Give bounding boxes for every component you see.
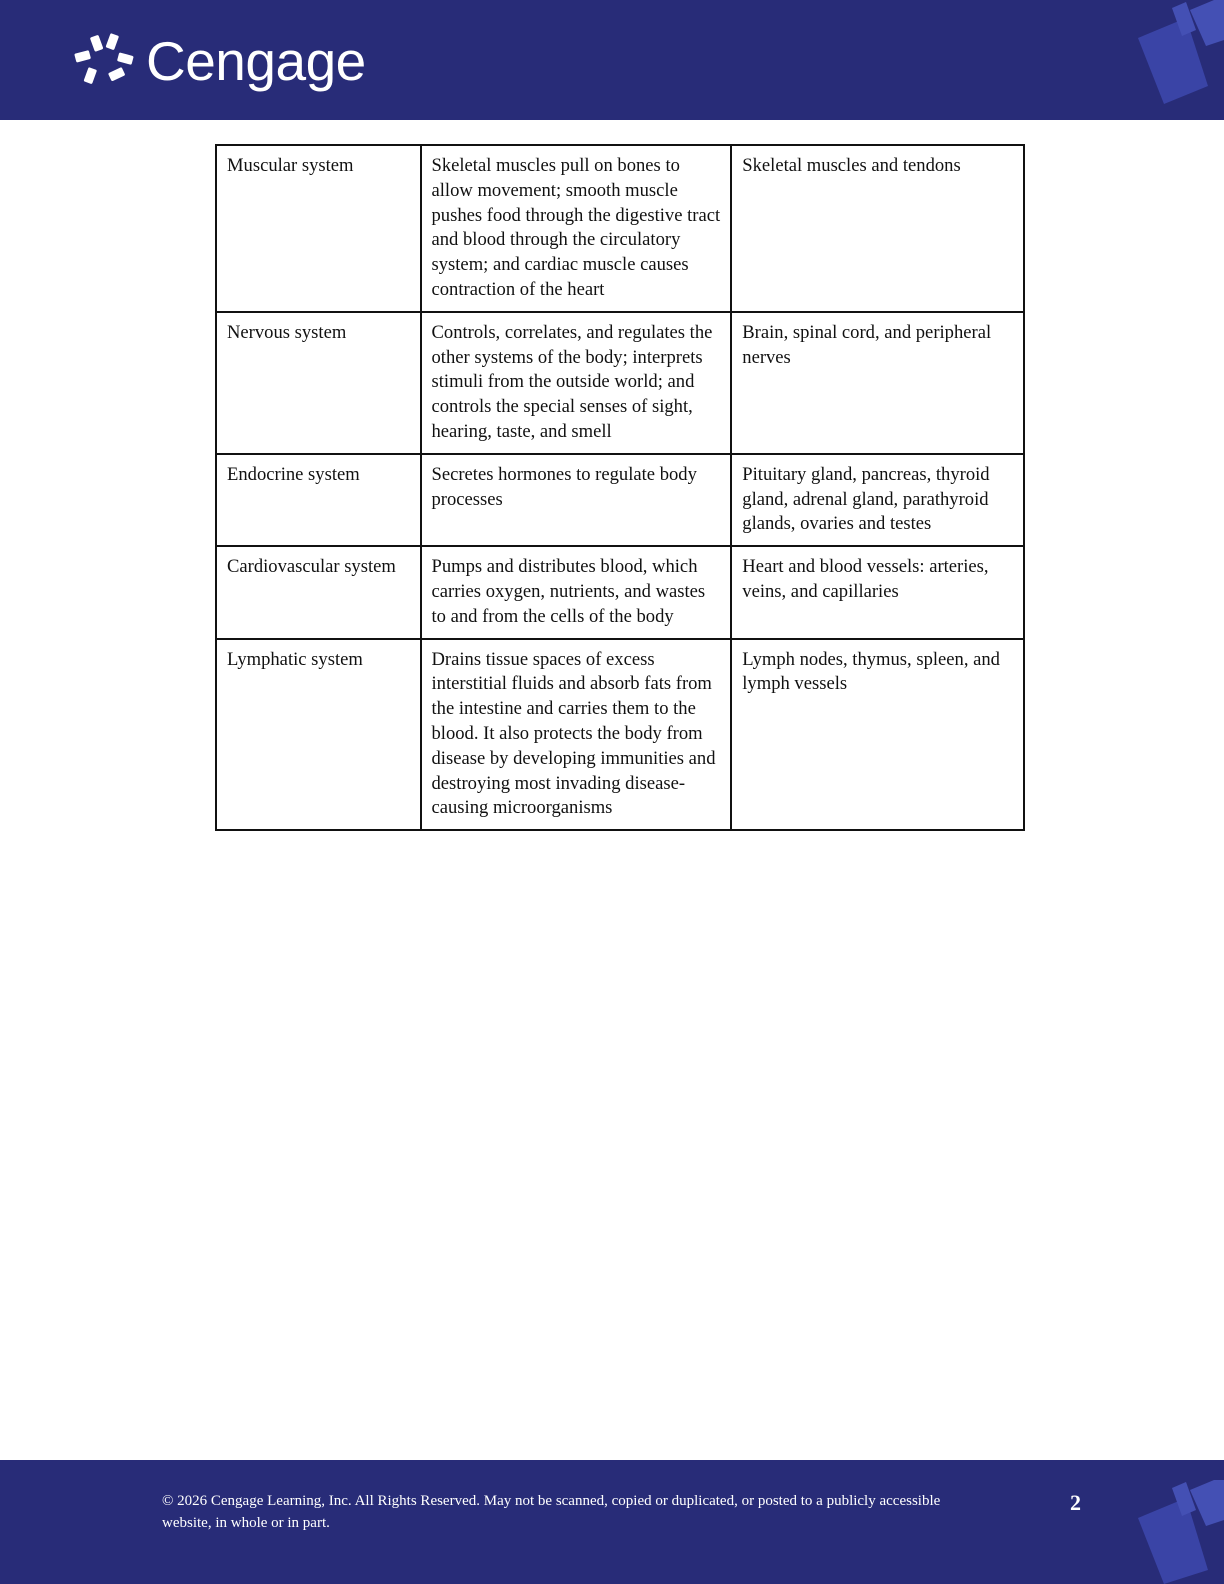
function-cell: Pumps and distributes blood, which carries oxygen, nutrients, and wastes to and from the cells of the body [421, 546, 732, 638]
body-systems-table [215, 144, 1025, 831]
footer-decoration-icon [1134, 1460, 1224, 1584]
organs-cell: Heart and blood vessels: arteries, veins, and capillaries [731, 546, 1024, 638]
table-row [216, 546, 1024, 638]
page-footer [0, 1460, 1224, 1584]
corner-decoration-icon [1134, 0, 1224, 120]
cengage-logo [72, 30, 366, 92]
page-header [0, 0, 1224, 120]
brand-name: Cengage [146, 30, 366, 92]
table-row [216, 145, 1024, 312]
function-cell: Secretes hormones to regulate body processes [421, 454, 732, 546]
function-cell: Drains tissue spaces of excess interstitial fluids and absorb fats from the intestine and carries them to the blood. It also protects the body from disease by developing immunities and destroying most invading disease-causing microorganisms [421, 639, 732, 831]
system-cell: Muscular system [216, 145, 421, 312]
system-cell: Cardiovascular system [216, 546, 421, 638]
table-row [216, 639, 1024, 831]
system-cell: Endocrine system [216, 454, 421, 546]
organs-cell: Pituitary gland, pancreas, thyroid gland, adrenal gland, parathyroid glands, ovaries and testes [731, 454, 1024, 546]
cengage-burst-icon [72, 30, 136, 92]
system-cell: Lymphatic system [216, 639, 421, 831]
function-cell: Skeletal muscles pull on bones to allow movement; smooth muscle pushes food through the digestive tract and blood through the circulatory system; and cardiac muscle causes contraction of the heart [421, 145, 732, 312]
organs-cell: Brain, spinal cord, and peripheral nerves [731, 312, 1024, 454]
function-cell: Controls, correlates, and regulates the other systems of the body; interprets stimuli from the outside world; and controls the special senses of sight, hearing, taste, and smell [421, 312, 732, 454]
table-row [216, 454, 1024, 546]
page-number: 2 [1070, 1490, 1081, 1515]
system-cell: Nervous system [216, 312, 421, 454]
table-row [216, 312, 1024, 454]
organs-cell: Skeletal muscles and tendons [731, 145, 1024, 312]
organs-cell: Lymph nodes, thymus, spleen, and lymph vessels [731, 639, 1024, 831]
copyright-notice: © 2026 Cengage Learning, Inc. All Rights Reserved. May not be scanned, copied or duplicated, or posted to a publicly accessible website, in whole or in part. [162, 1493, 941, 1531]
